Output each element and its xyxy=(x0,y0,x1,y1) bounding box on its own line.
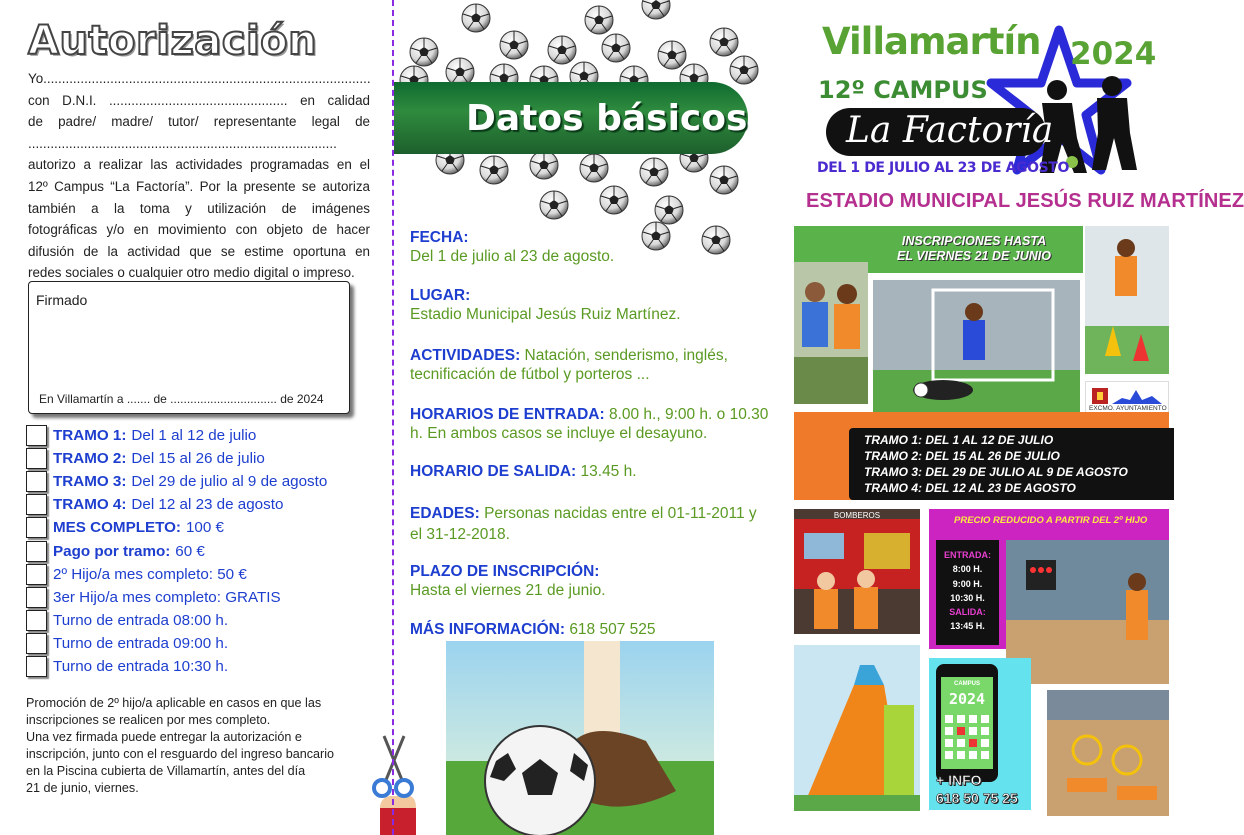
signature-box[interactable] xyxy=(28,281,350,414)
entrada-time: 10:30 H. xyxy=(950,592,985,603)
campus-edition: 12º CAMPUS xyxy=(818,76,988,104)
info-label: HORARIO DE SALIDA: xyxy=(410,463,577,480)
option-text: Del 12 al 23 de agosto xyxy=(131,496,284,514)
option-checkbox[interactable] xyxy=(26,633,47,654)
auth-line: fotográficas y/o en movimiento con objeto de hacer xyxy=(28,222,370,238)
phone-campus-label: CAMPUS xyxy=(953,681,980,687)
campus-year: 2024 xyxy=(1070,36,1157,72)
promo-line: Una vez firmada puede entregar la autorización e xyxy=(26,730,302,744)
option-checkbox[interactable] xyxy=(26,610,47,631)
option-checkbox[interactable] xyxy=(26,656,47,677)
options-checklist xyxy=(26,424,386,678)
option-checkbox[interactable] xyxy=(26,541,47,562)
salida-label: SALIDA: xyxy=(949,607,986,618)
basic-info-panel xyxy=(394,0,784,835)
info-plazo xyxy=(410,562,770,600)
tramo-line: TRAMO 3: DEL 29 DE JULIO AL 9 DE AGOSTO xyxy=(864,465,1128,479)
auth-line: autorizo a realizar las actividades programadas en el xyxy=(28,157,370,173)
option-checkbox[interactable] xyxy=(26,587,47,608)
option-checkbox[interactable] xyxy=(26,517,47,538)
info-value: 8.00 h., 9:00 h. o 10.30 h. En ambos casos se incluye el desayuno. xyxy=(410,406,769,442)
option-checkbox[interactable] xyxy=(26,425,47,446)
kids-photo xyxy=(794,262,868,404)
more-info-text xyxy=(936,771,1036,807)
option-text: Turno de entrada 08:00 h. xyxy=(53,611,229,629)
campus-name: La Factoría xyxy=(846,110,1054,151)
option-row xyxy=(26,655,386,678)
auth-line: 12º Campus “La Factoría”. Por la presente se autoriza xyxy=(28,178,370,194)
option-label: TRAMO 2: xyxy=(53,450,127,468)
promo-line: Promoción de 2º hijo/a aplicable en casos en que las xyxy=(26,696,322,710)
campus-dates: DEL 1 DE JULIO AL 23 DE AGOSTO xyxy=(817,160,1069,176)
option-row xyxy=(26,539,386,562)
info-value: Personas nacidas entre el 01-11-2011 y el 31-12-2018. xyxy=(410,505,757,543)
info-label: HORARIOS DE ENTRADA: xyxy=(410,406,605,423)
info-fecha xyxy=(410,228,770,266)
option-row xyxy=(26,424,386,447)
option-label: Pago por tramo: xyxy=(53,542,171,560)
calendar-grid-icon xyxy=(945,715,989,761)
promo-line: inscripción, junto con el resguardo del ingreso bancario xyxy=(26,747,335,761)
goalkeeper-photo xyxy=(873,280,1080,420)
info-label: MÁS INFORMACIÓN: xyxy=(410,621,565,638)
authorization-text xyxy=(28,68,370,284)
reduced-price-text: PRECIO REDUCIDO A PARTIR DEL 2º HIJO xyxy=(954,515,1148,526)
town-skyline-icon xyxy=(1112,386,1162,406)
info-actividades xyxy=(410,346,770,384)
promo-line: en la Piscina cubierta de Villamartín, antes del día xyxy=(26,764,306,778)
soccer-ball-foot-image xyxy=(446,641,714,835)
coat-of-arms-icon xyxy=(1090,386,1110,406)
info-horarios-entrada xyxy=(410,405,776,443)
promo-text xyxy=(26,695,362,797)
inscription-text xyxy=(884,234,1064,264)
option-row xyxy=(26,516,386,539)
signature-label: Firmado xyxy=(36,292,88,308)
option-text: 60 € xyxy=(175,542,205,560)
option-row xyxy=(26,586,386,609)
inflatable-photo xyxy=(794,645,920,811)
info-value: Del 1 de julio al 23 de agosto. xyxy=(410,248,615,265)
entrada-label: ENTRADA: xyxy=(944,550,991,560)
option-row xyxy=(26,470,386,493)
auth-line: también a la toma y utilización de imágenes xyxy=(28,200,370,216)
info-mas-informacion xyxy=(410,620,770,639)
option-text: Turno de entrada 10:30 h. xyxy=(53,657,229,675)
info-label: LUGAR: xyxy=(410,287,471,304)
info-label: FECHA: xyxy=(410,229,469,246)
circuit-photo xyxy=(1047,690,1169,816)
option-checkbox[interactable] xyxy=(26,494,47,515)
entrada-time: 8:00 H. xyxy=(952,564,983,575)
tramo-line: TRAMO 2: DEL 15 AL 26 DE JULIO xyxy=(864,449,1060,463)
tramo-line: TRAMO 1: DEL 1 AL 12 DE JULIO xyxy=(864,433,1054,447)
authorization-panel xyxy=(0,0,392,835)
info-label: PLAZO DE INSCRIPCIÓN: xyxy=(410,563,600,580)
auth-line: con D.N.I. ................................................ en calidad xyxy=(28,92,370,108)
auth-line: difusión de la actividad que se estime oportuna en xyxy=(28,243,370,259)
option-checkbox[interactable] xyxy=(26,471,47,492)
info-edades xyxy=(410,503,760,545)
option-text: Del 15 al 26 de julio xyxy=(131,450,265,468)
promo-line: 21 de junio, viernes. xyxy=(26,781,139,795)
flyer-cover-panel xyxy=(784,0,1244,835)
option-row xyxy=(26,493,386,516)
option-checkbox[interactable] xyxy=(26,448,47,469)
more-info-phone[interactable]: 618 50 75 25 xyxy=(936,790,1018,806)
option-label: TRAMO 1: xyxy=(53,427,127,445)
auth-line: de padre/ madre/ tutor/ representante legal de xyxy=(28,114,370,130)
inscription-line: INSCRIPCIONES HASTA xyxy=(901,234,1047,248)
info-value: 618 507 525 xyxy=(569,621,656,638)
option-row xyxy=(26,447,386,470)
ayto-line: EXCMO. AYUNTAMIENTO xyxy=(1089,405,1167,412)
tramos-list xyxy=(864,432,1128,496)
phone-year-label: 2024 xyxy=(948,690,986,708)
info-value: Natación, senderismo, inglés, tecnificación de fútbol y porteros ... xyxy=(410,347,728,383)
truck-sign: BOMBEROS xyxy=(833,511,881,520)
option-checkbox[interactable] xyxy=(26,564,47,585)
option-label: TRAMO 4: xyxy=(53,496,127,514)
info-value: 13.45 h. xyxy=(580,463,637,480)
tramo-line: TRAMO 4: DEL 12 AL 23 DE AGOSTO xyxy=(864,481,1076,495)
salida-time: 13:45 H. xyxy=(950,621,985,632)
info-lugar xyxy=(410,286,770,324)
info-horario-salida xyxy=(410,462,770,481)
town-title: Villamartín xyxy=(822,20,1041,63)
info-label: EDADES: xyxy=(410,505,480,522)
firetruck-photo xyxy=(794,509,920,634)
info-label: ACTIVIDADES: xyxy=(410,347,521,364)
option-text: 2º Hijo/a mes completo: 50 € xyxy=(53,565,247,583)
more-info-label: + INFO xyxy=(936,772,982,788)
authorization-title: Autorización xyxy=(28,18,318,64)
option-text: Del 1 al 12 de julio xyxy=(131,427,257,445)
schedule-text xyxy=(936,548,999,634)
option-text: 3er Hijo/a mes completo: GRATIS xyxy=(53,588,281,606)
auth-line: Yo........................................................................................ xyxy=(28,71,371,86)
cones-photo xyxy=(1085,226,1169,374)
entrada-time: 9:00 H. xyxy=(952,578,983,589)
auth-line: redes sociales o cualquier otro medio digital o impreso. xyxy=(28,265,355,281)
inscription-line: EL VIERNES 21 DE JUNIO xyxy=(897,249,1051,263)
venue-title: ESTADIO MUNICIPAL JESÚS RUIZ MARTÍNEZ xyxy=(806,190,1244,212)
promo-line: inscripciones se realicen por mes completo. xyxy=(26,713,271,727)
info-value: Hasta el viernes 21 de junio. xyxy=(410,582,606,599)
option-row xyxy=(26,563,386,586)
option-row xyxy=(26,632,386,655)
auth-line: ................................................................................... xyxy=(28,135,337,151)
datos-title: Datos básicos xyxy=(466,98,748,139)
option-text: Del 29 de julio al 9 de agosto xyxy=(131,473,328,491)
info-value: Estadio Municipal Jesús Ruiz Martínez. xyxy=(410,306,681,323)
option-row xyxy=(26,609,386,632)
option-label: MES COMPLETO: xyxy=(53,519,181,537)
option-text: 100 € xyxy=(185,519,224,537)
option-text: Turno de entrada 09:00 h. xyxy=(53,634,229,652)
signature-date-line: En Villamartín a ....... de ................................ de 2024 xyxy=(39,392,324,406)
option-label: TRAMO 3: xyxy=(53,473,127,491)
